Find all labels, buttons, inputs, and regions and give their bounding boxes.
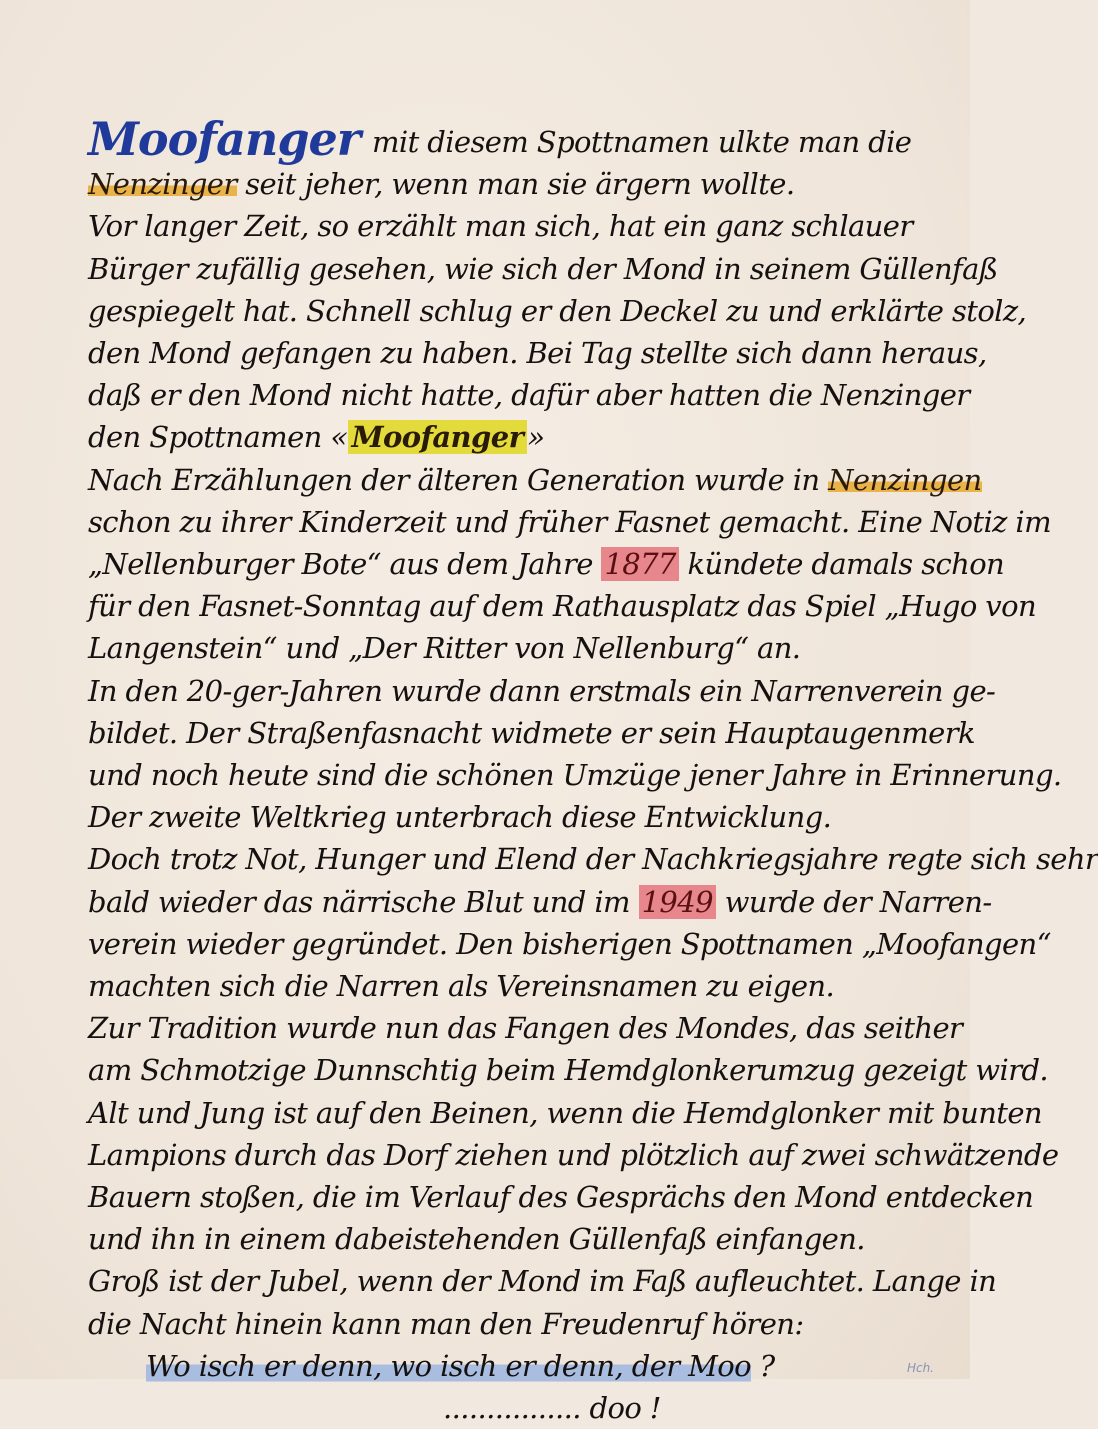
text-line: Groß ist der Jubel, wenn der Mond im Faß aufleuchtet. Lange in xyxy=(88,1264,997,1299)
text-line: Nach Erzählungen der älteren Generation wurde in Nenzingen xyxy=(88,462,982,497)
text-line: und ihn in einem dabeistehenden Güllenfaß einfangen. xyxy=(88,1222,865,1257)
answer-line: ................ doo ! xyxy=(443,1391,661,1426)
text-line: Nenzinger seit jeher, wenn man sie ärgern wollte. xyxy=(88,167,795,202)
highlight-quote: Wo isch er denn, wo isch er denn, der Moo xyxy=(146,1348,751,1383)
poem-text xyxy=(88,112,1098,1429)
text-line: bildet. Der Straßenfasnacht widmete er sein Hauptaugenmerk xyxy=(88,715,975,750)
text-line: Langenstein“ und „Der Ritter von Nellenburg“ an. xyxy=(88,631,801,666)
text-line: Bürger zufällig gesehen, wie sich der Mond in seinem Güllenfaß xyxy=(88,251,998,286)
highlight-moofanger: Moofanger xyxy=(348,420,528,454)
text-line: gespiegelt hat. Schnell schlug er den Deckel zu und erklärte stolz, xyxy=(88,293,1027,328)
highlight-year-1877: 1877 xyxy=(601,547,678,581)
text-line: Lampions durch das Dorf ziehen und plötzlich auf zwei schwätzende xyxy=(88,1137,1059,1172)
text-line: den Spottnamen « Moofanger » xyxy=(88,420,545,455)
text-line: Alt und Jung ist auf den Beinen, wenn die Hemdglonker mit bunten xyxy=(88,1095,1043,1130)
text-line: daß er den Mond nicht hatte, dafür aber hatten die Nenzinger xyxy=(88,378,970,413)
text-line: machten sich die Narren als Vereinsnamen zu eigen. xyxy=(88,969,835,1004)
text-line: die Nacht hinein kann man den Freudenruf hören: xyxy=(88,1306,804,1341)
artist-signature: Hch. xyxy=(906,1361,934,1375)
text-line: am Schmotzige Dunnschtig beim Hemdglonkerumzug gezeigt wird. xyxy=(88,1053,1049,1088)
text-line: Zur Tradition wurde nun das Fangen des Mondes, das seither xyxy=(88,1011,963,1046)
text-line: Moofanger mit diesem Spottnamen ulkte man die xyxy=(88,112,912,166)
text-line: Bauern stoßen, die im Verlauf des Gesprächs den Mond entdecken xyxy=(88,1180,1034,1215)
quote-line: Wo isch er denn, wo isch er denn, der Moo ? xyxy=(146,1348,775,1383)
word-nenzinger: Nenzinger xyxy=(88,167,237,202)
text-line: den Mond gefangen zu haben. Bei Tag stellte sich dann heraus, xyxy=(88,336,987,371)
text-line: Doch trotz Not, Hunger und Elend der Nachkriegsjahre regte sich sehr xyxy=(88,842,1098,877)
text-line: schon zu ihrer Kinderzeit und früher Fasnet gemacht. Eine Notiz im xyxy=(88,504,1052,539)
text-line: bald wieder das närrische Blut und im 1949 wurde der Narren- xyxy=(88,884,992,919)
word-nenzingen: Nenzingen xyxy=(828,462,982,497)
text-line: „Nellenburger Bote“ aus dem Jahre 1877 kündete damals schon xyxy=(88,547,1005,582)
text-line: verein wieder gegründet. Den bisherigen Spottnamen „Moofangen“ xyxy=(88,926,1051,961)
title-moofanger: Moofanger xyxy=(88,112,360,166)
text-line: Vor langer Zeit, so erzählt man sich, hat ein ganz schlauer xyxy=(88,209,913,244)
text-line: Der zweite Weltkrieg unterbrach diese Entwicklung. xyxy=(88,800,832,835)
text-line: für den Fasnet-Sonntag auf dem Rathausplatz das Spiel „Hugo von xyxy=(88,589,1037,624)
text-line: und noch heute sind die schönen Umzüge jener Jahre in Erinnerung. xyxy=(88,758,1062,793)
text-line: In den 20-ger-Jahren wurde dann erstmals ein Narrenverein ge- xyxy=(88,673,996,708)
highlight-year-1949: 1949 xyxy=(639,885,716,919)
